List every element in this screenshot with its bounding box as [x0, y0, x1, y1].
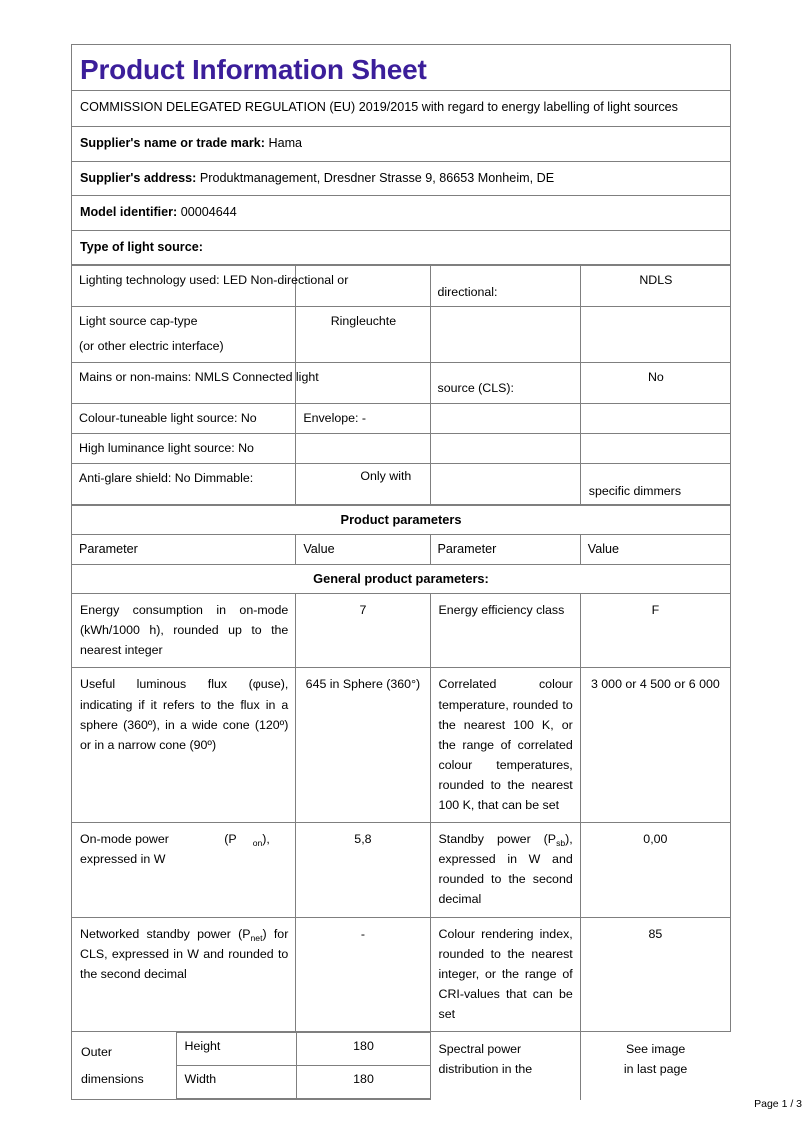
model-identifier-value: 00004644	[180, 205, 237, 220]
standby-power-text: Standby power (P	[438, 832, 557, 847]
on-mode-power-paren-close: ),	[262, 832, 270, 847]
standby-power-rest: ), expressed in W and rounded to the second decimal	[438, 832, 573, 907]
type-of-light-source-row	[72, 230, 731, 265]
on-mode-power-text: On-mode power	[80, 832, 169, 847]
spectral-value-line1: See image	[625, 1041, 686, 1056]
spectral-label-line1: Spectral power	[438, 1041, 522, 1056]
row-outer-dimensions	[72, 1031, 731, 1099]
cap-type-label-line1: Light source cap-type	[79, 314, 198, 329]
row-lighting-technology	[72, 266, 731, 307]
outer-dimensions-label-line1: Outer	[81, 1045, 112, 1060]
model-identifier-cell	[72, 196, 730, 230]
outer-dimensions-width-value: 180	[296, 1066, 430, 1099]
on-mode-power-label	[72, 823, 295, 876]
row-on-mode-power	[72, 823, 731, 917]
standby-power-label	[431, 823, 580, 916]
row-anti-glare-dimmable	[72, 464, 731, 505]
outer-dimensions-height-row	[72, 1032, 430, 1065]
correlated-colour-temperature-label: Correlated colour temperature, rounded to the nearest 100 K, or the range of correlated colour temperatures, rounded to the nearest 100 K, that can be set	[438, 677, 573, 813]
on-mode-power-value: 5,8	[354, 832, 372, 847]
cap-type-col3	[430, 307, 580, 362]
colour-rendering-index-label: Colour rendering index, rounded to the nearest integer, or the range of CRI-values that can be set	[438, 926, 573, 1021]
product-information-sheet	[71, 44, 802, 1110]
row-useful-luminous-flux	[72, 668, 731, 823]
on-mode-power-subscript: on	[252, 838, 263, 849]
supplier-name-row	[72, 127, 731, 162]
specific-dimmers-value: specific dimmers	[588, 483, 682, 498]
model-identifier-row	[72, 196, 731, 231]
type-of-light-source-heading: Type of light source:	[80, 239, 203, 254]
outer-dimensions-width-label: Width	[176, 1066, 296, 1099]
row-mains-non-mains	[72, 362, 731, 403]
supplier-name-value: Hama	[268, 136, 303, 151]
row-cap-type	[72, 307, 731, 362]
networked-standby-power-value: -	[360, 926, 365, 941]
general-product-parameters-banner: General product parameters:	[313, 571, 489, 587]
dimmable-value: Only with	[360, 469, 412, 484]
networked-standby-rest: ) for CLS, expressed in W and rounded to the second decimal	[80, 926, 289, 981]
header-parameter-left: Parameter	[79, 541, 138, 556]
cap-type-value-cell	[296, 307, 430, 362]
dimmable-col4	[580, 464, 730, 505]
energy-consumption-value: 7	[359, 603, 367, 618]
dimmable-value-cell	[296, 464, 430, 505]
anti-glare-label: Anti-glare shield: No Dimmable:	[79, 471, 254, 486]
cls-value: No	[647, 369, 664, 384]
mains-col3	[430, 362, 580, 403]
energy-efficiency-class-value: F	[651, 603, 660, 618]
lighting-technology-label: Lighting technology used: LED Non-directional or	[79, 273, 349, 288]
spectral-label-line2: distribution in the	[438, 1062, 533, 1077]
mains-col4	[580, 362, 730, 403]
useful-luminous-flux-value: 645 in Sphere (360°)	[305, 677, 421, 692]
supplier-name-label: Supplier's name or trade mark:	[80, 136, 265, 151]
row-colour-tuneable	[72, 403, 731, 433]
row-high-luminance	[72, 433, 731, 463]
cap-type-value: Ringleuchte	[330, 314, 397, 329]
envelope-label: Envelope: -	[303, 410, 367, 425]
light-source-detail-table	[71, 265, 731, 505]
title-row	[72, 45, 731, 91]
outer-dimensions-height-value: 180	[296, 1032, 430, 1065]
header-table	[71, 44, 731, 265]
energy-efficiency-class-label: Energy efficiency class	[438, 603, 565, 618]
standby-power-subscript: sb	[556, 838, 566, 849]
outer-dimensions-subtable	[72, 1032, 431, 1099]
general-parameters-banner-row	[72, 565, 731, 594]
high-luminance-label: High luminance light source: No	[79, 440, 254, 455]
supplier-name-cell	[72, 127, 730, 161]
on-mode-power-paren: (P	[224, 832, 237, 847]
supplier-address-row	[72, 161, 731, 196]
product-parameters-banner-row	[72, 506, 731, 535]
correlated-colour-temperature-value: 3 000 or 4 500 or 6 000	[590, 677, 720, 692]
spectral-power-distribution-value	[581, 1032, 731, 1086]
envelope-cell	[296, 403, 430, 433]
header-value-left: Value	[303, 541, 335, 556]
header-parameter-right: Parameter	[437, 541, 497, 556]
header-value-right: Value	[587, 541, 620, 556]
spectral-value-line2: in last page	[623, 1062, 688, 1077]
cap-type-col4	[580, 307, 730, 362]
colour-tuneable-col4	[580, 403, 730, 433]
page-footer: Page 1 / 3	[754, 1098, 802, 1110]
page-title: Product Information Sheet	[80, 54, 427, 85]
colour-tuneable-col3	[430, 403, 580, 433]
supplier-address-cell	[72, 162, 730, 196]
supplier-address-label: Supplier's address:	[80, 170, 197, 185]
outer-dimensions-height-label: Height	[176, 1032, 296, 1065]
colour-rendering-index-value: 85	[648, 926, 663, 941]
high-luminance-col3	[430, 433, 580, 463]
lighting-technology-col4	[580, 266, 730, 307]
parameters-header-row	[72, 534, 731, 565]
directional-label: directional:	[437, 284, 498, 299]
outer-dimensions-label-line2: dimensions	[81, 1071, 144, 1086]
mains-label: Mains or non-mains: NMLS Connected light	[79, 369, 319, 384]
product-parameters-table	[71, 505, 731, 1100]
high-luminance-col2	[296, 433, 430, 463]
colour-tuneable-label: Colour-tuneable light source: No	[79, 410, 257, 425]
cap-type-label-line2: (or other electric interface)	[79, 339, 224, 354]
on-mode-power-unit-text: expressed in W	[80, 852, 166, 867]
supplier-address-value: Produktmanagement, Dresdner Strasse 9, 86653 Monheim, DE	[199, 170, 555, 185]
connected-light-source-label: source (CLS):	[437, 381, 514, 396]
high-luminance-col4	[580, 433, 730, 463]
subtitle-row	[72, 91, 731, 127]
product-parameters-banner: Product parameters	[340, 512, 462, 528]
model-identifier-label: Model identifier:	[80, 205, 178, 220]
dimmable-col3	[430, 464, 580, 505]
networked-standby-power-label	[72, 918, 295, 991]
networked-standby-subscript: net	[250, 932, 263, 943]
standby-power-value: 0,00	[643, 832, 668, 847]
row-energy-consumption	[72, 594, 731, 668]
ndls-value: NDLS	[639, 273, 673, 288]
lighting-technology-col3	[430, 266, 580, 307]
energy-consumption-label: Energy consumption in on-mode (kWh/1000 h), rounded up to the nearest integer	[80, 603, 289, 658]
networked-standby-text: Networked standby power (P	[80, 926, 251, 941]
row-networked-standby-power	[72, 917, 731, 1031]
regulation-subtitle: COMMISSION DELEGATED REGULATION (EU) 2019/2015 with regard to energy labelling of light sources	[80, 100, 678, 115]
spectral-power-distribution-label	[431, 1032, 580, 1086]
useful-luminous-flux-label: Useful luminous flux (φuse), indicating if it refers to the flux in a sphere (360º), in a wide cone (120º) or in a narrow cone (90º)	[80, 677, 289, 752]
